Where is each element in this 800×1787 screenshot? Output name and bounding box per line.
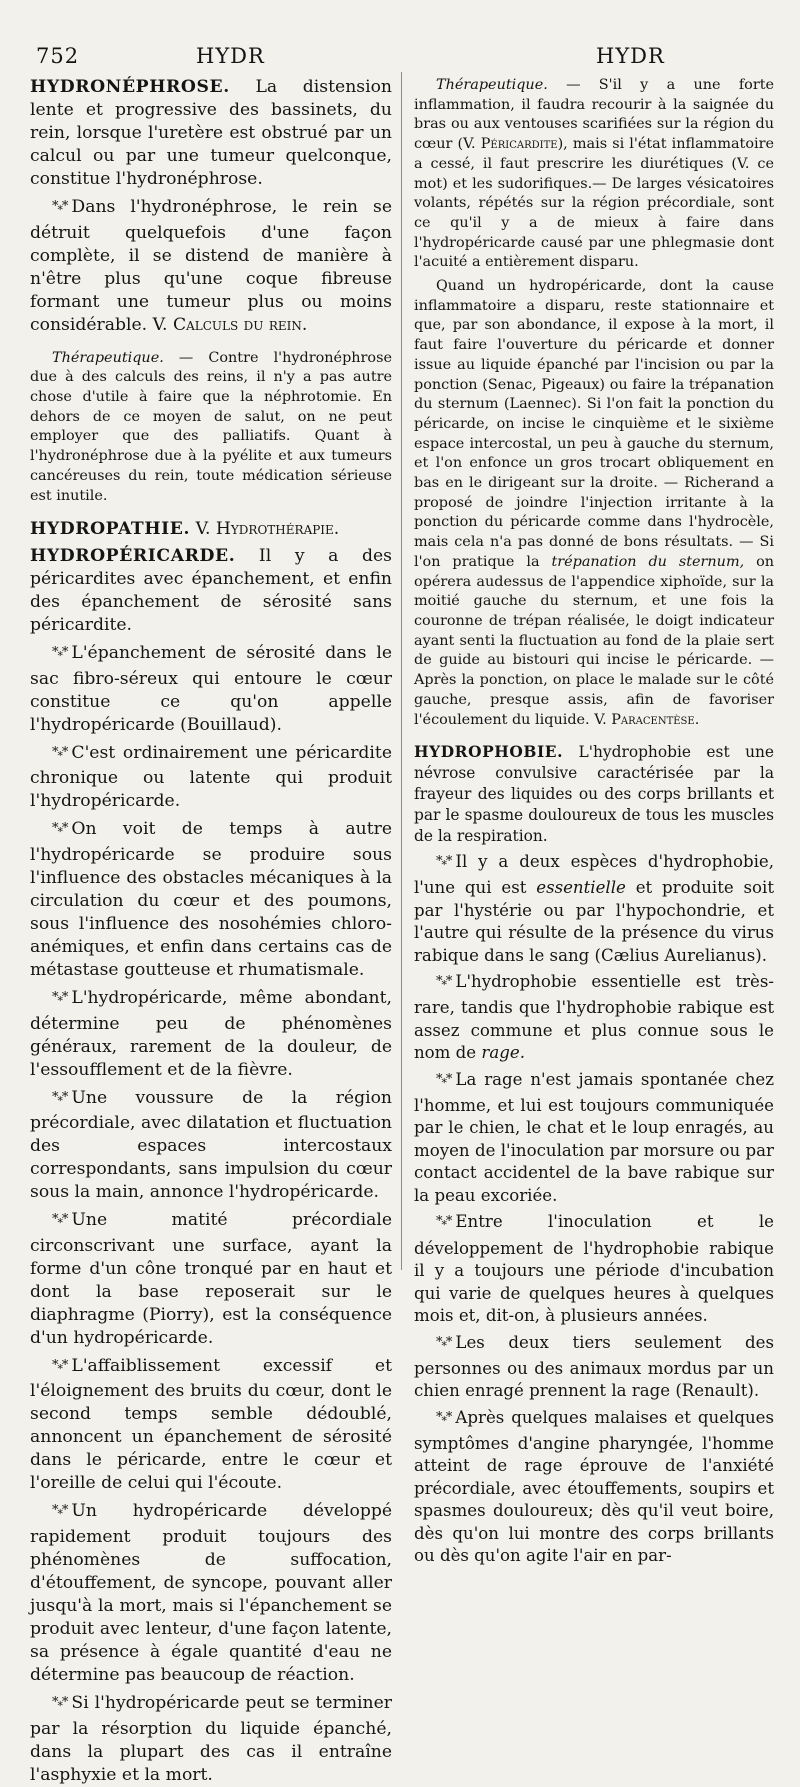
paragraph: $*_**$ Les deux tiers seulement des personnes ou des animaux mordus par un chien enragé prennent la rage (Renault).: [414, 1332, 774, 1401]
italic-term: rage.: [481, 1043, 525, 1063]
therapeutics-paragraph: [414, 76, 774, 273]
entry-hydrophobie: [414, 742, 774, 847]
paragraph-text: C'est ordinairement une péricardite chronique ou latente qui produit l'hydropéricarde.: [30, 742, 392, 812]
cross-reference: Péricardite: [480, 136, 558, 153]
paragraph-text: Un hydropéricarde développé rapidement produit toujours des phénomènes de suffocation, d'étouffement, de syncope, pouvant aller jusqu'à la mort, mais si l'épanchement se produit avec lenteur, d'une façon latente, sa présence à égale quantité d'eau ne détermine pas beaucoup de réaction.: [30, 1501, 392, 1685]
paragraph: $*_**$ L'hydrophobie essentielle est très-rare, tandis que l'hydrophobie rabique est assez commune et plus connue sous le nom de rage.: [414, 972, 774, 1063]
entry-hydropericarde: [30, 545, 392, 637]
italic-term: trépanation du sternum,: [551, 553, 745, 570]
paragraph-text: Si l'hydropéricarde peut se terminer par la résorption du liquide épanché, dans la plupart des cas il entraîne l'asphyxie et la mort.: [30, 1692, 392, 1785]
paragraph: $*_**$ L'affaiblissement excessif et l'éloignement des bruits du cœur, dont le second temps semble dédoublé, annoncent un épanchement de sérosité dans le péricarde, entre le cœur et l'oreille de celui qui l'écoute.: [30, 1355, 392, 1494]
paragraph: $*_**$ L'hydropéricarde, même abondant, détermine peu de phénomènes généraux, rarement de la douleur, de l'essoufflement et de la fièvre.: [30, 988, 392, 1080]
paragraph-text: Une matité précordiale circonscrivant une surface, ayant la forme d'un cône tronqué par en haut et dont la base reposerait sur le diaphragme (Piorry), est la conséquence d'un hydropéricarde.: [30, 1210, 392, 1348]
column-divider: [401, 72, 402, 1270]
paragraph-text: Il y a deux espèces d'hydrophobie, l'une qui est: [414, 852, 774, 898]
right-column: [414, 76, 775, 1566]
entry-heading: HYDROPÉRICARDE.: [30, 546, 236, 567]
entry-heading: HYDROPATHIE.: [30, 519, 191, 540]
paragraph: $*_**$ Après quelques malaises et quelques symptômes d'angine pharyngée, l'homme atteint de rage éprouve de l'anxiété précordiale, avec étouffements, soupirs et spasmes douloureux; dès qu'il veut boire, dès qu'on lui montre des corps brillants ou dès qu'on agite l'air en par-: [414, 1407, 774, 1566]
cross-reference: V. Hydrothérapie.: [195, 519, 340, 540]
paragraph: $*_**$ C'est ordinairement une péricardite chronique ou latente qui produit l'hydropéricarde.: [30, 742, 392, 812]
paragraph: $*_**$ La rage n'est jamais spontanée chez l'homme, et lui est toujours communiquée par le chien, le chat et le loup enragés, au moyen de l'inoculation par morsure ou par contact accidentel de la bave rabique sur la peau excoriée.: [414, 1069, 774, 1205]
paragraph-text: L'épanchement de sérosité dans le sac fibro-séreux qui entoure le cœur constitue ce qu'on appelle l'hydropéricarde (Bouillaud).: [30, 643, 392, 735]
paragraph-text: Les deux tiers seulement des personnes ou des animaux mordus par un chien enragé prennent la rage (Renault).: [414, 1332, 774, 1401]
left-column: [30, 76, 392, 1785]
paragraph-text: Entre l'inoculation et le développement de l'hydrophobie rabique il y a toujours une période d'incubation qui varie de quelques heures à quelques mois et, dit-on, à plusieurs années.: [414, 1212, 774, 1326]
entry-heading: HYDROPHOBIE.: [414, 743, 564, 762]
paragraph: $*_**$ Si l'hydropéricarde peut se terminer par la résorption du liquide épanché, dans la plupart des cas il entraîne l'asphyxie et la mort.: [30, 1692, 392, 1785]
paragraph: $*_**$ On voit de temps à autre l'hydropéricarde se produire sous l'influence des obstacles mécaniques à la circulation du cœur et des poumons, sous l'influence des nosohémies chloro-anémiques, et enfin dans certains cas de métastase goutteuse et rhumatismale.: [30, 819, 392, 980]
paragraph-text: on opérera audessus de l'appendice xiphoïde, sur la moitié gauche du sternum, et une fois la couronne de trépan réalisée, le doigt indicateur ayant senti la fluctuation au fond de la plaie sert de guide au bistouri qui incise le péricarde. — Après la ponction, on place le malade sur le côté gauche, presque assis, afin de favoriser l'écoulement du liquide. V.: [414, 553, 775, 728]
cross-reference: Calculs du rein.: [172, 314, 308, 335]
paragraph: $*_**$ Dans l'hydronéphrose, le rein se détruit quelquefois d'une façon complète, il se distend de manière à n'être plus qu'une coque fibreuse formant une tumeur plus ou moins considérable. V. Calculs du rein.: [30, 197, 392, 335]
paragraph-text: et produite soit par l'hystérie ou par l'hypochondrie, et l'autre qui résulte de la présence du virus rabique dans le sang (Cælius Aurelianus).: [414, 878, 775, 965]
paragraph-text: La rage n'est jamais spontanée chez l'homme, et lui est toujours communiquée par le chien, le chat et le loup enragés, au moyen de l'inoculation par morsure ou par contact accidentel de la bave rabique sur la peau excoriée.: [414, 1069, 774, 1205]
paragraph: $*_**$ Une matité précordiale circonscrivant une surface, ayant la forme d'un cône tronqué par en haut et dont la base reposerait sur le diaphragme (Piorry), est la conséquence d'un hydropéricarde.: [30, 1210, 392, 1348]
italic-term: essentielle: [536, 878, 626, 898]
paragraph: $*_**$ Entre l'inoculation et le développement de l'hydrophobie rabique il y a toujours une période d'incubation qui varie de quelques heures à quelques mois et, dit-on, à plusieurs années.: [414, 1212, 774, 1326]
paragraph-text: La distension lente et progressive des bassinets, du rein, lorsque l'uretère est obstrué par un calcul ou par une tumeur quelconque, constitue l'hydronéphrose.: [30, 77, 392, 189]
paragraph-text: Une voussure de la région précordiale, avec dilatation et fluctuation des espaces intercostaux correspondants, sans impulsion du cœur sous la main, annonce l'hydropéricarde.: [30, 1087, 392, 1203]
paragraph-text: Il y a des péricardites avec épanchement, et enfin des épanchement de sérosité sans péricardite.: [30, 546, 392, 636]
paragraph-text: — Contre l'hydronéphrose due à des calculs des reins, il n'y a pas autre chose d'utile à faire que la néphrotomie. En dehors de ce moyen de salut, on ne peut employer que des palliatifs. Quant à l'hydronéphrose due à la pyélite et aux tumeurs cancéreuses du rein, toute médication sérieuse est inutile.: [30, 349, 392, 504]
paragraph-text: Quand un hydropéricarde, dont la cause inflammatoire a disparu, reste stationnaire et que, par son abondance, il expose à la mort, il faut faire l'ouverture du péricarde et donner issue au liquide épanché par l'incision ou par la ponction (Senac, Pigeaux) ou faire la trépanation du sternum (Laennec). Si l'on fait la ponction du péricarde, on incise le cinquième et le sixième espace intercostal, un peu à gauche du sternum, et l'on enfonce un gros trocart obliquement en bas en le dirigeant sur la droite. — Richerand a proposé de joindre l'injection irritante à la ponction du péricarde comme dans l'hydrocèle, mais cela n'a pas donné de bons résultats. — Si l'on pratique la: [414, 278, 774, 570]
paragraph-text: ), mais si l'état inflammatoire a cessé, il faut prescrire les diurétiques (V. ce mot) et les sudorifiques.— De larges vésicatoires volants, répétés sur la région précordiale, sont ce qu'il y a de mieux à faire dans l'hydropéricarde causé par une phlegmasie dont l'acuité a entièrement disparu.: [414, 136, 775, 271]
paragraph-text: On voit de temps à autre l'hydropéricarde se produire sous l'influence des obstacles mécaniques à la circulation du cœur et des poumons, sous l'influence des nosohémies chloro-anémiques, et enfin dans certains cas de métastase goutteuse et rhumatismale.: [30, 819, 392, 980]
entry-heading: HYDRONÉPHROSE.: [30, 77, 230, 97]
paragraph: $*_**$ Une voussure de la région précordiale, avec dilatation et fluctuation des espaces intercostaux correspondants, sans impulsion du cœur sous la main, annonce l'hydropéricarde.: [30, 1087, 392, 1203]
therapeutics-label: Thérapeutique.: [52, 349, 164, 366]
paragraph: [414, 277, 774, 730]
paragraph-text: Après quelques malaises et quelques symptômes d'angine pharyngée, l'homme atteint de rage éprouve de l'anxiété précordiale, avec étouffements, soupirs et spasmes douloureux; dès qu'il veut boire, dès qu'on lui montre des corps brillants ou dès qu'on agite l'air en par-: [414, 1407, 774, 1566]
entry-hydronephrose: [30, 76, 392, 191]
right-running-title: HYDR: [596, 44, 665, 68]
paragraph-text: L'hydrophobie est une névrose convulsive caractérisée par la frayeur des liquides ou des corps brillants et par le spasme douloureux de tous les muscles de la respiration.: [414, 743, 774, 846]
paragraph-text: L'affaiblissement excessif et l'éloignement des bruits du cœur, dont le second temps semble dédoublé, annoncent un épanchement de sérosité dans le péricarde, entre le cœur et l'oreille de celui qui l'écoute.: [30, 1355, 392, 1494]
therapeutics-paragraph: [30, 349, 392, 507]
running-head: [36, 44, 782, 74]
page-number: 752: [36, 44, 80, 68]
paragraph-text: L'hydrophobie essentielle est très-rare, tandis que l'hydrophobie rabique est assez commune et plus connue sous le nom de: [414, 972, 774, 1063]
therapeutics-label: Thérapeutique.: [436, 77, 548, 93]
left-running-title: HYDR: [196, 44, 265, 68]
paragraph: $*_**$ L'épanchement de sérosité dans le sac fibro-séreux qui entoure le cœur constitue ce qu'on appelle l'hydropéricarde (Bouillaud).: [30, 643, 392, 735]
paragraph-text: Dans l'hydronéphrose, le rein se détruit quelquefois d'une façon complète, il se distend de manière à n'être plus qu'une coque fibreuse formant une tumeur plus ou moins considérable. V.: [30, 197, 392, 335]
paragraph: $*_**$ Il y a deux espèces d'hydrophobie, l'une qui est essentielle et produite soit par l'hystérie ou par l'hypochondrie, et l'autre qui résulte de la présence du virus rabique dans le sang (Cælius Aurelianus).: [414, 852, 775, 965]
cross-reference: Paracentèse.: [611, 711, 700, 728]
paragraph-text: L'hydropéricarde, même abondant, détermine peu de phénomènes généraux, rarement de la douleur, de l'essoufflement et de la fièvre.: [30, 988, 392, 1080]
paragraph: $*_**$ Un hydropéricarde développé rapidement produit toujours des phénomènes de suffocation, d'étouffement, de syncope, pouvant aller jusqu'à la mort, mais si l'épanchement se produit avec lenteur, d'une façon latente, sa présence à égale quantité d'eau ne détermine pas beaucoup de réaction.: [30, 1501, 392, 1685]
entry-hydropathie: [30, 518, 392, 541]
paragraph-text: — S'il y a une forte inflammation, il faudra recourir à la saignée du bras ou aux ventouses scarifiées sur la région du cœur (V.: [414, 77, 774, 153]
